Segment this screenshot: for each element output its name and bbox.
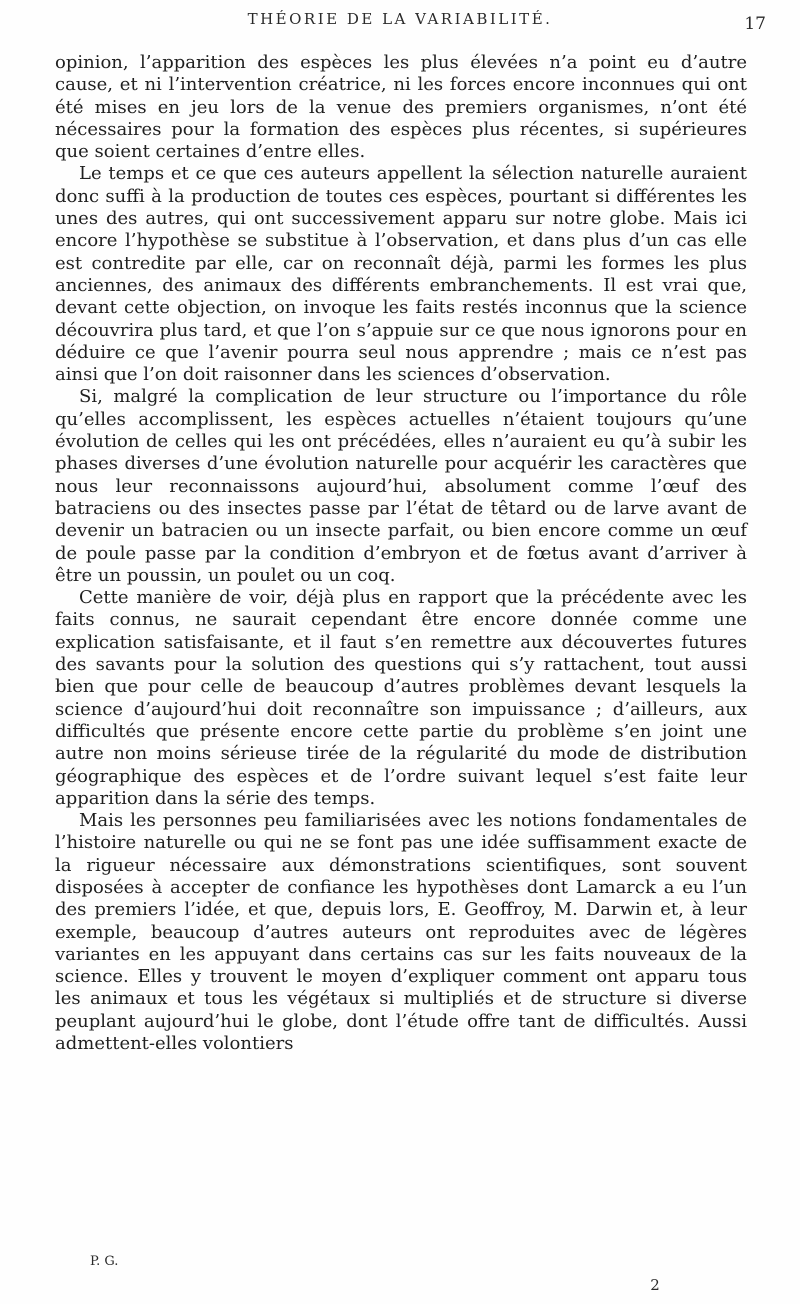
running-title: THÉORIE DE LA VARIABILITÉ. xyxy=(247,10,553,28)
paragraph-2: Le temps et ce que ces auteurs appellent la sélection naturelle auraient donc suffi à la production de toutes ces espèces, pourtant si différentes les unes des autres, qui ont successivement apparu sur notre globe. Mais ici encore l’hypothèse se substitue à l’observation, et dans plus d’un cas elle est contredite par elle, car on reconnaît déjà, parmi les formes les plus anciennes, des animaux des différents embranchements. Il est vrai que, devant cette objection, on invoque les faits restés inconnus que la science découvrira plus tard, et que l’on s’appuie sur ce que nous ignorons pour en déduire ce que l’avenir pourra seul nous apprendre ; mais ce n’est pas ainsi que l’on doit raisonner dans les sciences d’observation. xyxy=(55,163,747,386)
paragraph-1: opinion, l’apparition des espèces les plus élevées n’a point eu d’autre cause, et ni l’intervention créatrice, ni les forces encore inconnues qui ont été mises en jeu lors de la venue des premiers organismes, n’ont été nécessaires pour la formation des espèces plus récentes, si supérieures que soient certaines d’entre elles. xyxy=(55,52,747,163)
paragraph-3: Si, malgré la complication de leur structure ou l’importance du rôle qu’elles accomplissent, les espèces actuelles n’étaient toujours qu’une évolution de celles qui les ont précédées, elles n’auraient eu qu’à subir les phases diverses d’une évolution naturelle pour acquérir les caractères que nous leur reconnaissons aujourd’hui, absolument comme l’œuf des batraciens ou des insectes passe par l’état de têtard ou de larve avant de devenir un batracien ou un insecte parfait, ou bien encore comme un œuf de poule passe par la condition d’embryon et de fœtus avant d’arriver à être un poussin, un poulet ou un coq. xyxy=(55,386,747,586)
printer-signature: P. G. xyxy=(90,1254,119,1269)
paragraph-4: Cette manière de voir, déjà plus en rapport que la précédente avec les faits connus, ne saurait cependant être encore donnée comme une explication satisfaisante, et il faut s’en remettre aux découvertes futures des savants pour la solution des questions qui s’y rattachent, tout aussi bien que pour celle de beaucoup d’autres problèmes devant lesquels la science d’aujourd’hui doit reconnaître son impuissance ; d’ailleurs, aux difficultés que présente encore cette partie du problème s’en joint une autre non moins sérieuse tirée de la régularité du mode de distribution géographique des espèces et de l’ordre suivant lequel s’est faite leur apparition dans la série des temps. xyxy=(55,587,747,809)
page-number: 17 xyxy=(744,14,766,34)
paragraph-5: Mais les personnes peu familiarisées avec les notions fondamentales de l’histoire naturelle ou qui ne se font pas une idée suffisamment exacte de la rigueur nécessaire aux démonstrations scientifiques, sont souvent disposées à accepter de confiance les hypothèses dont Lamarck a eu l’un des premiers l’idée, et que, depuis lors, E. Geoffroy, M. Darwin et, à leur exemple, beaucoup d’autres auteurs ont reproduites avec de légères variantes en les appuyant dans certains cas sur les faits nouveaux de la science. Elles y trouvent le moyen d’expliquer comment ont apparu tous les animaux et tous les végétaux si multipliés et de structure si diverse peuplant aujourd’hui le globe, dont l’étude offre tant de difficultés. Aussi admettent-elles volontiers xyxy=(55,810,747,1055)
body-text xyxy=(55,52,747,1055)
running-head xyxy=(0,10,800,40)
folio-signature-mark: 2 xyxy=(650,1276,660,1294)
